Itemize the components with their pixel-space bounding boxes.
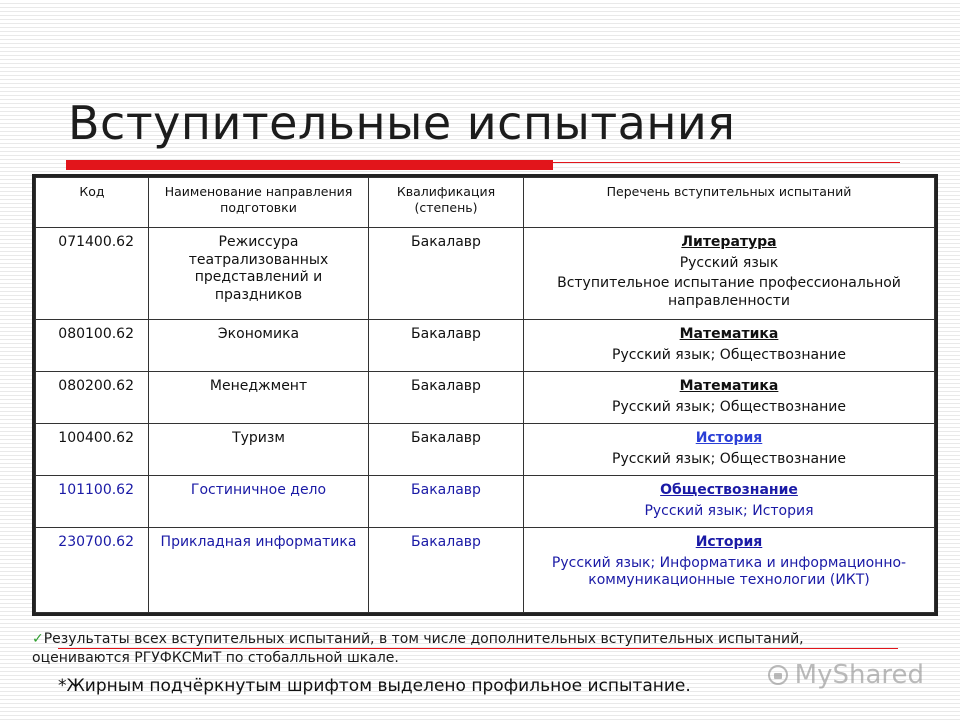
table-row (36, 228, 935, 320)
exam-list: Русский язык (679, 254, 779, 271)
title-accent-line (553, 162, 900, 163)
row-name: Туризм (149, 424, 369, 476)
row-qualification: Бакалавр (369, 424, 524, 476)
row-code: 071400.62 (36, 228, 149, 320)
row-name: Режиссура театрализованных представлений и праздников (149, 228, 369, 320)
myshared-logo-icon (767, 664, 789, 686)
header-tests: Перечень вступительных испытаний (524, 178, 935, 228)
footnote: *Жирным подчёркнутым шрифтом выделено профильное испытание. (58, 676, 691, 696)
row-tests (524, 476, 935, 528)
profile-exam: Литература (681, 234, 777, 250)
exams-table-container (32, 174, 938, 616)
table-row (36, 476, 935, 528)
watermark (767, 660, 924, 690)
profile-exam: Обществознание (660, 482, 798, 498)
exams-table (35, 177, 935, 613)
row-tests (524, 228, 935, 320)
exam-list: Русский язык; Обществознание (612, 346, 846, 363)
check-icon: ✓ (32, 631, 44, 647)
row-qualification: Бакалавр (369, 320, 524, 372)
profile-exam: Математика (679, 326, 779, 342)
table-row (36, 528, 935, 613)
exam-list: Русский язык; Информатика и информационно-коммуникационные технологии (ИКТ) (551, 554, 907, 588)
row-name: Экономика (149, 320, 369, 372)
table-row (36, 424, 935, 476)
profile-exam: История (695, 430, 763, 446)
row-qualification: Бакалавр (369, 372, 524, 424)
table-header-row (36, 178, 935, 228)
row-tests (524, 424, 935, 476)
row-tests (524, 320, 935, 372)
title-accent-bar (66, 160, 553, 170)
profile-exam: История (695, 534, 763, 550)
row-qualification: Бакалавр (369, 528, 524, 613)
profile-exam: Математика (679, 378, 779, 394)
header-qualification: Квалификация (степень) (369, 178, 524, 228)
row-code: 101100.62 (36, 476, 149, 528)
exam-list: Русский язык; Обществознание (612, 450, 846, 467)
exam-list: Русский язык; История (644, 502, 814, 519)
exam-extra: Вступительное испытание профессиональной направленности (557, 275, 901, 309)
header-name: Наименование направления подготовки (149, 178, 369, 228)
header-code: Код (36, 178, 149, 228)
row-tests (524, 372, 935, 424)
table-row (36, 320, 935, 372)
row-name: Менеджмент (149, 372, 369, 424)
row-tests (524, 528, 935, 613)
row-code: 100400.62 (36, 424, 149, 476)
row-code: 080200.62 (36, 372, 149, 424)
row-name: Прикладная информатика (149, 528, 369, 613)
table-row (36, 372, 935, 424)
exam-list: Русский язык; Обществознание (612, 398, 846, 415)
watermark-text: MyShared (794, 660, 924, 690)
row-qualification: Бакалавр (369, 476, 524, 528)
results-note-text: Результаты всех вступительных испытаний, в том числе дополнительных вступительных испытаний, оцениваются РГУФКСМиТ по стобалльной шкале. (32, 631, 804, 666)
slide-title: Вступительные испытания (68, 96, 736, 150)
row-qualification: Бакалавр (369, 228, 524, 320)
row-code: 230700.62 (36, 528, 149, 613)
row-name: Гостиничное дело (149, 476, 369, 528)
row-code: 080100.62 (36, 320, 149, 372)
